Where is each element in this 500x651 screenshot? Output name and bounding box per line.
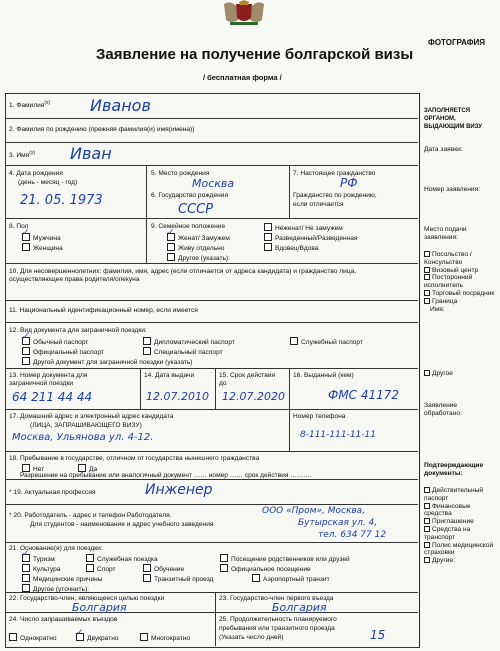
doc-number-label-2: заграничной поездки [9, 380, 74, 387]
marital-single[interactable]: Неженат/ Не замужем [264, 223, 343, 233]
culture-checkbox[interactable] [22, 564, 30, 572]
doc-valid-passport[interactable]: Действительный паспорт [424, 487, 484, 502]
male-checkbox[interactable] [22, 233, 30, 241]
married-checkbox[interactable] [167, 233, 175, 241]
photo-label: ФОТОГРАФИЯ [428, 38, 486, 47]
airport-transit-checkbox[interactable] [252, 574, 260, 582]
phone-value[interactable]: 8-111-111-11-11 [300, 430, 376, 440]
purpose-airport-transit[interactable]: Аэропортный транзит [252, 574, 330, 584]
birth-country-value[interactable]: СССР [178, 202, 214, 217]
first-name-value[interactable]: Иван [70, 144, 112, 163]
address-value[interactable]: Москва, Ульянова ул. 4-12. [12, 432, 154, 443]
birth-date-value[interactable]: 21. 05. 1973 [20, 193, 103, 208]
employer-label-2: Для студентов - наименование и адрес учебного заведения [30, 521, 214, 528]
marital-other[interactable]: Другое (указать): [167, 253, 230, 263]
duration-value[interactable]: 15 [370, 628, 386, 642]
birth-surname-label: 2. Фамилия по рождению (прежняя фамилия(и) имя(имена)) [9, 126, 195, 133]
entries-single[interactable]: Однократно [9, 633, 57, 643]
marital-married[interactable]: ✓Женат/ Замужем [167, 233, 230, 243]
service-passport-checkbox[interactable] [290, 337, 298, 345]
purpose-tourism[interactable]: ✓Туризм [22, 554, 55, 564]
sidebar-title: ЗАПОЛНЯЕТСЯ ОРГАНОМ, ВЫДАЮЩИМ ВИЗУ [424, 108, 483, 130]
place-intermediary[interactable]: Торговый посредник [424, 290, 498, 298]
employer-value-2[interactable]: Бутырская ул. 4, [298, 518, 378, 528]
entries-label: 24. Число запрашиваемых въездов [9, 616, 118, 623]
marital-divorced[interactable]: Разведенный/Разведенная [264, 233, 358, 243]
residence-no[interactable]: Нет [22, 464, 44, 474]
family-visit-checkbox[interactable] [220, 554, 228, 562]
doc-insurance[interactable]: Полис медицинской страховки [424, 541, 494, 557]
other-doc-checkbox[interactable] [22, 357, 30, 365]
sidebar-number: Номер заявления: [424, 186, 480, 193]
residence-permit: Разрешение на пребывание или аналогичный документ …… номер …… срок действия ………. [20, 472, 312, 479]
purpose-label: 21. Основание(я) для поездки: [9, 545, 103, 552]
doc-other[interactable]: Другой документ для заграничной поездки (указать) [22, 357, 193, 367]
issued-by-value[interactable]: ФМС 41172 [328, 388, 400, 402]
profession-value[interactable]: Инженер [145, 482, 213, 498]
place-provider[interactable]: Посторонний исполнитель [424, 274, 473, 290]
business-checkbox[interactable] [86, 554, 94, 562]
surname-value[interactable]: Иванов [90, 96, 151, 115]
sidebar-other[interactable]: Другое [424, 370, 453, 378]
marital-widowed[interactable]: Вдовец/Вдова [264, 243, 318, 253]
birth-date-format: (день - месяц - год) [18, 179, 78, 186]
duration-label-2: пребывания или транзитного проезда [219, 625, 335, 632]
medical-checkbox[interactable] [22, 574, 30, 582]
gender-female[interactable]: Женщина [22, 243, 63, 253]
citizenship-label: 7. Настоящее гражданство [293, 170, 376, 177]
doc-number-label: 13. Номер документа для [9, 372, 88, 379]
study-checkbox[interactable] [143, 564, 151, 572]
form-subtitle: / бесплатная форма / [203, 73, 282, 82]
doc-ordinary[interactable]: ✓Обычный паспорт [22, 337, 88, 347]
residence-label: 18. Пребывание в государстве, отличном от государства нынешнего гражданства [9, 455, 260, 462]
sidebar-divider [419, 93, 420, 646]
purpose-visit[interactable]: Посещение родственников или друзей [220, 554, 350, 564]
other-purpose-checkbox[interactable] [22, 584, 30, 592]
sidebar-places [424, 251, 498, 313]
birth-country-label: 6. Государство рождения [151, 192, 229, 199]
employer-label: * 20. Работодатель - адрес и телефон Работодателя. [9, 512, 172, 519]
tourism-checkbox[interactable] [22, 554, 30, 562]
issue-date-value[interactable]: 12.07.2010 [146, 390, 209, 403]
doc-number-value[interactable]: 64 211 44 44 [12, 390, 93, 404]
doc-diplomatic[interactable]: Дипломатический паспорт [143, 337, 235, 347]
single-checkbox[interactable] [264, 223, 272, 231]
duration-label: 25. Продолжительность планируемого [219, 616, 337, 623]
purpose-culture[interactable]: Культура [22, 564, 60, 574]
coat-of-arms-icon [216, 0, 272, 26]
employer-value-1[interactable]: ООО «Пром», Москва, [262, 506, 366, 516]
place-visa-center[interactable]: Визовый центр [424, 267, 498, 275]
doc-official[interactable]: Официальный паспорт [22, 347, 104, 357]
female-checkbox[interactable] [22, 243, 30, 251]
marital-status-label: 9. Семейное положение [151, 223, 226, 230]
sidebar-docs-title: Подтверждающие документы: [424, 462, 484, 477]
ordinary-passport-checkbox[interactable] [22, 337, 30, 345]
doc-invitation[interactable]: Приглашение [424, 518, 498, 526]
birth-place-value[interactable]: Москва [192, 177, 235, 190]
gender-male[interactable]: ✓Мужчина [22, 233, 61, 243]
entries-multiple[interactable]: Многократно [140, 633, 190, 643]
diplomatic-passport-checkbox[interactable] [143, 337, 151, 345]
special-passport-checkbox[interactable] [143, 347, 151, 355]
birth-citizenship-label: Гражданство по рождению, [293, 192, 377, 199]
national-id-label: 11. Национальный идентификационный номер, если имеется [9, 307, 198, 314]
purpose-other[interactable]: Другое (уточнить): [22, 584, 89, 594]
duration-label-3: (Указать число дней) [219, 634, 284, 641]
transit-checkbox[interactable] [143, 574, 151, 582]
sport-checkbox[interactable] [86, 564, 94, 572]
double-entry-checkbox[interactable] [76, 633, 84, 641]
destination-label: 22. Государство-член, являющееся целью поездки [9, 595, 165, 602]
place-border[interactable]: Граница [424, 298, 498, 306]
residence-yes-checkbox[interactable] [78, 464, 86, 472]
address-label-2: (ЛИЦА, ЗАПРАШИВАЮЩЕГО ВИЗУ) [30, 422, 142, 429]
employer-value-3[interactable]: тел. 634 77 12 [318, 530, 387, 540]
widowed-checkbox[interactable] [264, 243, 272, 251]
destination-value[interactable]: Болгария [72, 601, 127, 614]
sidebar-place-title: Место подачи заявления: [424, 226, 467, 241]
place-name: Имя: [430, 305, 445, 313]
profession-label: * 19. Актуальная профессия [9, 489, 96, 496]
doc-finances[interactable]: Финансовые средства [424, 502, 471, 518]
official-visit-checkbox[interactable] [220, 564, 228, 572]
form-title: Заявление на получение болгарской визы [96, 46, 414, 63]
purpose-sport[interactable]: Спорт [86, 564, 116, 574]
issued-by-label: 16. Выданный (кем) [293, 372, 354, 379]
expiry-value[interactable]: 12.07.2020 [222, 390, 285, 403]
separated-checkbox[interactable] [167, 243, 175, 251]
first-name-label: 3. Имя$^{(x)}$ [9, 150, 36, 160]
single-entry-checkbox[interactable] [9, 633, 17, 641]
marital-separated[interactable]: Живу отдельно [167, 243, 224, 253]
birth-place-label: 5. Место рождения [151, 170, 210, 177]
sidebar-docs [424, 487, 498, 565]
first-entry-value[interactable]: Болгария [272, 601, 327, 614]
birth-citizenship-note: если отличается [293, 201, 344, 208]
birth-date-label: 4. Дата рождения [9, 170, 63, 177]
doc-transport[interactable]: Средства на транспорт [424, 525, 471, 541]
divorced-checkbox[interactable] [264, 233, 272, 241]
purpose-study[interactable]: Обучение [143, 564, 184, 574]
address-label: 17. Домашний адрес и электронный адрес кандидата [9, 413, 174, 420]
doc-special[interactable]: Специальный паспорт [143, 347, 223, 357]
purpose-business[interactable]: Служебная поездка [86, 554, 158, 564]
purpose-official[interactable]: Официальное посещение [220, 564, 311, 574]
residence-no-checkbox[interactable] [22, 464, 30, 472]
doc-service[interactable]: Служебный паспорт [290, 337, 363, 347]
citizenship-value[interactable]: РФ [340, 176, 358, 190]
first-entry-label: 23. Государство-член первого въезда [219, 595, 334, 602]
doc-other[interactable]: Другие: [424, 557, 498, 565]
purpose-medical[interactable]: Медицинские причины [22, 574, 103, 584]
sidebar-date: Дата заявки: [424, 146, 463, 153]
surname-label: 1. Фамилия$^{(x)}$ [9, 100, 51, 110]
expiry-label: 15. Срок действия [219, 372, 276, 379]
purpose-transit[interactable]: Транзитный проезд [143, 574, 213, 584]
entries-double[interactable]: ✓ Двукратно [76, 633, 119, 643]
issue-date-label: 14. Дата выдачи [144, 372, 195, 379]
travel-doc-label: 12. Вид документа для заграничной поездки: [9, 327, 147, 334]
place-embassy[interactable]: Посольство / Консульство [424, 251, 472, 266]
phone-label: Номер телефона [293, 413, 346, 420]
sidebar-processed: Заявление обработано: [424, 402, 462, 417]
residence-yes[interactable]: Да [78, 464, 97, 474]
guardian-label: 10. Для несовершеннолетних: фамилия, имя, адрес (если отличается от адреса кандидата) и гражданство лица, осуществляющее права родителя/опекуна [9, 268, 357, 283]
official-passport-checkbox[interactable] [22, 347, 30, 355]
expiry-label-2: до [219, 380, 227, 387]
gender-label: 8. Пол [9, 223, 29, 230]
multiple-entry-checkbox[interactable] [140, 633, 148, 641]
other-marital-checkbox[interactable] [167, 253, 175, 261]
